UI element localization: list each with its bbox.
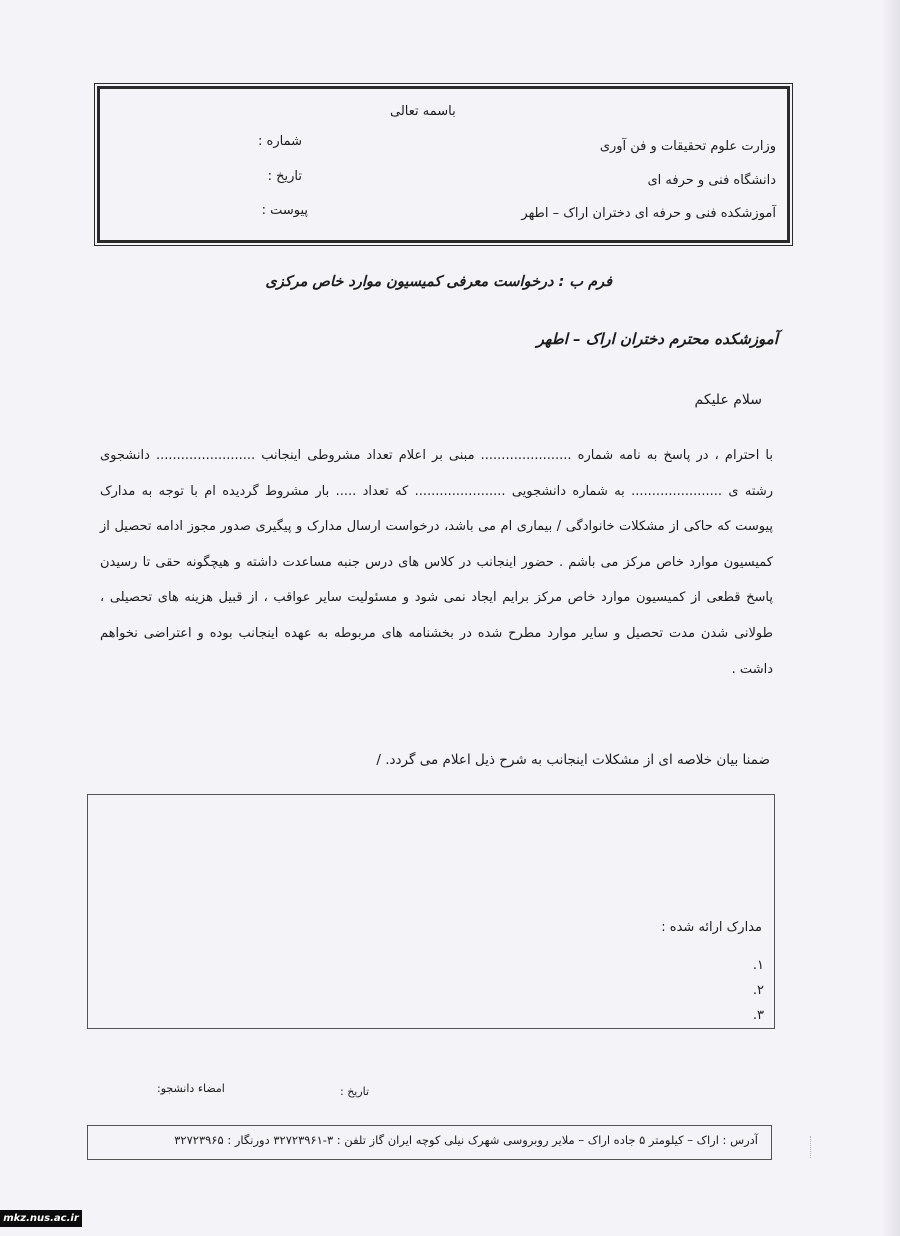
document-item: ۲.: [752, 983, 764, 998]
greeting-line: سلام علیکم: [694, 392, 762, 408]
request-body: [100, 438, 773, 687]
scan-artifact: [810, 1136, 821, 1158]
documents-label: مدارک ارائه شده :: [661, 920, 762, 935]
document-item: ۳.: [752, 1008, 764, 1023]
student-signature-label: امضاء دانشجو:: [157, 1082, 225, 1095]
attachment-label: پیوست :: [261, 203, 308, 218]
footer-address: آدرس : اراک – کیلومتر ۵ جاده اراک – ملایر روبروسی شهرک نیلی کوچه ایران گاز تلفن : ۳-۳۲۷۲۳۹۶۱ دورنگار : ۳۲۷۲۳۹۶۵: [174, 1133, 758, 1147]
ministry-name: وزارت علوم تحقیقات و فن آوری: [599, 139, 776, 154]
form-title: فرم ب : درخواست معرفی کمیسیون موارد خاص مرکزی: [265, 274, 612, 290]
problems-description-box[interactable]: [87, 794, 775, 1029]
date-label: تاریخ :: [267, 169, 302, 184]
number-label: شماره :: [258, 134, 302, 149]
college-name: آموزشکده فنی و حرفه ای دختران اراک – اطهر: [521, 206, 776, 221]
document-item: ۱.: [752, 958, 764, 973]
signature-date-label: تاریخ :: [340, 1085, 370, 1098]
request-paragraph: با احترام ، در پاسخ به نامه شماره ...................... مبنی بر اعلام تعداد مشروطی اینجانب ........................ دانشجوی رشته ی ...................... به شماره دانشجویی ...................... که تعداد ..... بار مشروط گردیده ام با توجه به مدارک پیوست که حاکی از مشکلات خانوادگی / بیماری ام می باشد، درخواست ارسال مدارک و پیگیری صدور مجوز ادامه تحصیل از کمیسیون موارد خاص مرکز می باشم . حضور اینجانب در کلاس های درس جنبه مساعدت داشته و هیچگونه حقی تا رسیدن پاسخ قطعی از کمیسیون موارد خاص مرکز برایم ایجاد نمی شود و مسئولیت سایر عواقب ، از قبیل هزینه های تحصیلی ، طولانی شدن مدت تحصیل و سایر موارد مطرح شده در بخشنامه های مربوطه به عهده اینجانب بوده و اعتراضی نخواهم داشت .: [100, 448, 773, 677]
basmala-text: باسمه تعالی: [390, 104, 456, 119]
problems-intro-line: ضمنا بیان خلاصه ای از مشکلات اینجانب به شرح ذیل اعلام می گردد. /: [376, 752, 770, 768]
page-edge-shadow: [882, 0, 900, 1236]
university-name: دانشگاه فنی و حرفه ای: [647, 173, 776, 188]
addressee-line: آموزشکده محترم دختران اراک – اطهر: [536, 330, 778, 348]
site-watermark-badge: mkz.nus.ac.ir: [0, 1210, 82, 1227]
